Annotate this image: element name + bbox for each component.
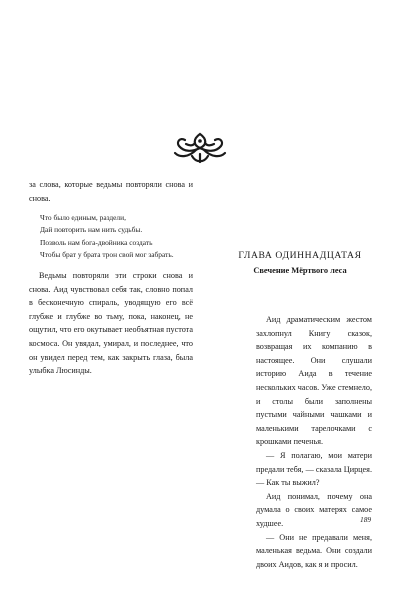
poem-verse — [40, 212, 193, 261]
page-number: 189 — [360, 515, 372, 524]
paragraph: за слова, которые ведьмы повторяли снова и снова. — [29, 180, 193, 203]
paragraph: — Они не предавали меня, маленькая ведьма. Они создали двоих Аидов, как я и просил. — [256, 532, 372, 569]
poem-line: Дай повторить нам нить судьбы. — [40, 225, 143, 235]
left-page-text — [29, 178, 193, 378]
poem-line: Позволь нам бога-двойника создать — [40, 237, 153, 247]
paragraph: Ведьмы повторяли эти строки снова и снова. Аид чувствовал себя так, словно попал в бесконечную спираль, уводящую его всё глубже и глубже во тьму, пока, наконец, не ощутил, что его окутывает необъятная пустота космоса. Он увядал, умирал, и последнее, что он увидел перед тем, как закрыть глаза, была улыбка Люсинды. — [29, 271, 193, 376]
chapter-heading — [210, 250, 390, 277]
poem-line: Что было единым, раздели, — [40, 213, 126, 223]
chapter-title: ГЛАВА ОДИННАДЦАТАЯ — [238, 250, 362, 261]
paragraph: Аид понимал, почему она думала о своих матерях самое худшее. — [256, 491, 372, 528]
paragraph: — Я полагаю, мои матери предали тебя, — сказала Цирцея. — Как ты выжил? — [256, 450, 372, 488]
poem-line: Чтобы брат у брата трон свой мог забрать. — [40, 249, 174, 259]
chapter-subtitle: Свечение Мёртвого леса — [253, 266, 347, 275]
paragraph: Аид драматическим жестом захлопнул Книгу сказок, возвращая их компанию в настоящее. Они слушали историю Аида в течение нескольких часов. Уже стемнело, и столы были заполнены пустыми чайными чашками и маленькими тарелочками с крошками печенья. — [256, 315, 372, 447]
flourish-ornament-icon — [172, 130, 228, 166]
right-page-text — [256, 313, 372, 571]
